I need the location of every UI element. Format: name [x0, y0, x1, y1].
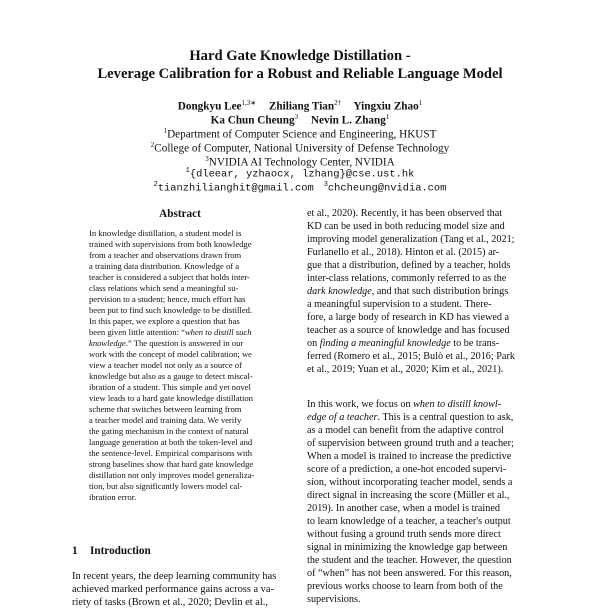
body-line: teacher as a source of knowledge and has focused: [307, 325, 510, 336]
affiliation-3: $^3$NVIDIA AI Technology Center, NVIDIA: [205, 155, 395, 169]
abstract-line: knowledge.” The question is answered in our: [89, 338, 244, 348]
body-line: When a model is trained to increase the predictive: [307, 451, 512, 462]
email-line-2: $^2$tianzhilianghit@gmail.com $^3$chcheung@nvidia.com: [153, 181, 447, 195]
body-line: signal in minimizing the knowledge gap between: [307, 542, 508, 553]
body-line: of “when” has not been answered. For this reason,: [307, 568, 512, 579]
abstract-line: the sentence-level. Empirical comparisons with: [89, 448, 252, 458]
body-line: previous works choose to learn from both of the: [307, 581, 503, 592]
author-name: Zhiliang Tian: [268, 100, 335, 113]
body-line: of supervision between ground truth and a teacher;: [307, 438, 514, 449]
author-sup: 1: [385, 113, 390, 121]
abstract-line: distillation not only improves model generaliza-: [89, 470, 255, 480]
body-line: improving model generalization (Tang et al., 2021;: [307, 234, 515, 245]
body-line: direct signal in increasing the score (Müller et al.,: [307, 490, 510, 501]
abstract-line: ibration of a student. This simple and yet novel: [89, 382, 251, 392]
author-sup: 1,3∗: [241, 99, 257, 107]
body-line: the student and the teacher. However, the question: [307, 555, 512, 566]
body-line: edge of a teacher. This is a central question to ask,: [307, 412, 514, 423]
paper-title-line-1: Hard Gate Knowledge Distillation -: [189, 48, 411, 64]
abstract-heading: Abstract: [159, 208, 201, 220]
intro-line: riety of tasks (Brown et al., 2020; Devlin et al.,: [72, 597, 268, 608]
body-line: In this work, we focus on when to distill knowl-: [307, 399, 502, 410]
abstract-line: strong baselines show that hard gate knowledge: [89, 459, 254, 469]
body-line: on finding a meaningful knowledge to be trans-: [307, 338, 500, 349]
abstract-line: scheme that switches between learning from: [89, 404, 242, 414]
body-line: fore, a large body of research in KD has viewed a: [307, 312, 510, 323]
abstract-line: been given little attention: “when to distill such: [89, 327, 252, 337]
abstract-line: language generation at both the token-level and: [89, 437, 253, 447]
paper-title-line-2: Leverage Calibration for a Robust and Reliable Language Model: [97, 66, 503, 82]
author-name: Nevin L. Zhang: [310, 114, 386, 127]
abstract-line: knowledge but also as a gauge to detect miscal-: [89, 371, 253, 381]
intro-line: achieved marked performance gains across a va-: [72, 584, 274, 595]
body-line: a meaningful supervision to a student. There-: [307, 299, 492, 310]
abstract-line: a teacher model and training data. We verify: [89, 415, 242, 425]
body-line: et al., 2019; Yuan et al., 2020; Kim et al., 2021).: [307, 364, 504, 375]
abstract-line: In knowledge distillation, a student model is: [89, 228, 242, 238]
author-name: Dongkyu Lee: [177, 100, 242, 113]
abstract-line: view leads to a hard gate knowledge distillation: [89, 393, 253, 403]
abstract-line: a training data distribution. Knowledge of a: [89, 261, 240, 271]
body-line: to learn knowledge of a teacher, a teacher's output: [307, 516, 511, 527]
abstract-line: ibration error.: [89, 492, 137, 502]
body-line: ferred (Romero et al., 2015; Bulò et al., 2016; Park: [307, 351, 515, 362]
affiliation-2: $^2$College of Computer, National University of Defense Technology: [150, 141, 450, 155]
author-sup: 3: [294, 113, 299, 121]
body-line: sion, without incorporating teacher model, sends a: [307, 477, 513, 488]
abstract-line: been put to find such knowledge to be distilled.: [89, 305, 253, 315]
abstract-line: teacher is considered a subject that holds inter-: [89, 272, 250, 282]
abstract-line: work with the concept of model calibration; we: [89, 349, 252, 359]
body-line: without fusing a ground truth sends more direct: [307, 529, 501, 540]
abstract-line: class relations which send a meaningful su-: [89, 283, 239, 293]
abstract-line: In this paper, we explore a question that has: [89, 316, 240, 326]
author-sup: 2†: [334, 99, 342, 107]
abstract-line: from a teacher and observations drawn from: [89, 250, 242, 260]
abstract-line: the gating mechanism in the context of natural: [89, 426, 249, 436]
body-line: score of a prediction, a one-hot encoded supervi-: [307, 464, 507, 475]
author-sup: 1: [418, 99, 423, 107]
body-line: et al., 2020). Recently, it has been observed that: [307, 208, 503, 219]
body-line: 2019). In another case, when a model is trained: [307, 503, 500, 514]
abstract-line: pervision to a student; hence, much effort has: [89, 294, 246, 304]
abstract-line: view a teacher model not only as a source of: [89, 360, 242, 370]
body-line: KD can be used in both reducing model size and: [307, 221, 505, 232]
abstract-line: tion, but also significantly lowers model cal-: [89, 481, 243, 491]
body-line: gue that a distribution, defined by a teacher, holds: [307, 260, 511, 271]
body-line: as a model can benefit from the adaptive control: [307, 425, 504, 436]
author-name: Yingxiu Zhao: [353, 100, 419, 113]
abstract-line: trained with supervisions from both knowledge: [89, 239, 252, 249]
email-line-1: $^1${dleear, yzhaocx, lzhang}@cse.ust.hk: [185, 167, 415, 181]
affiliation-1: $^1$Department of Computer Science and Engineering, HKUST: [163, 127, 437, 141]
body-line: Furlanello et al., 2018). Hinton et al. (2015) ar-: [307, 247, 500, 258]
body-line: dark knowledge, and that such distribution brings: [307, 286, 509, 297]
section-heading-introduction: 1 Introduction: [72, 545, 151, 557]
intro-line: In recent years, the deep learning community has: [72, 571, 277, 582]
author-name: Ka Chun Cheung: [210, 114, 295, 127]
body-line: inter-class relations, commonly referred to as the: [307, 273, 507, 284]
body-line: supervisions.: [307, 594, 361, 605]
